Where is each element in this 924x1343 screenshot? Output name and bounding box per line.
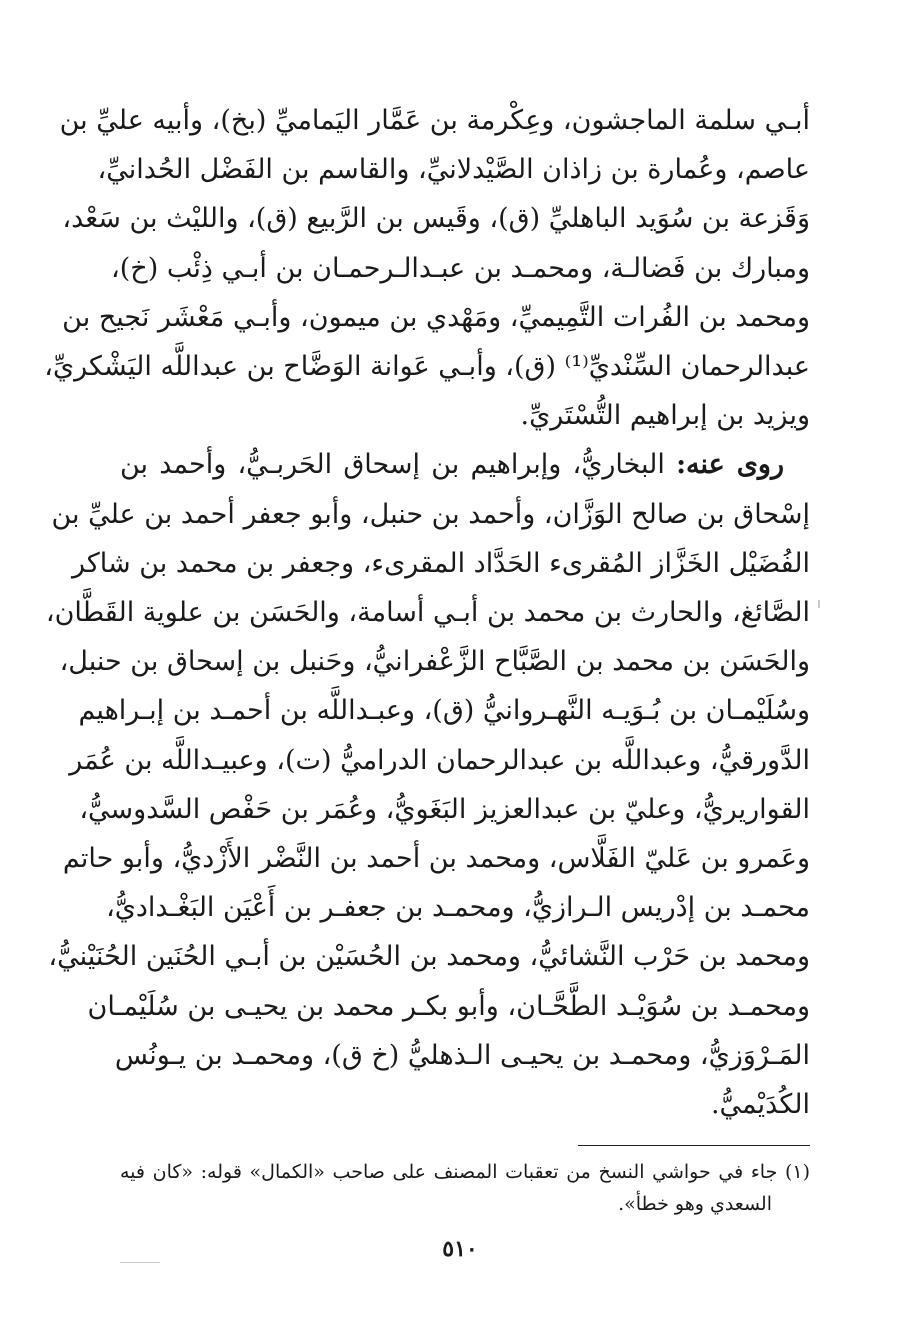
text-line: ومحمد بن الفُرات التَّمِيميِّ، ومَهْدي بن ميمون، وأبـي مَعْشَر نَجيح بن <box>62 301 810 333</box>
text-line: الدَّورقيُّ، وعبداللَّه بن عبدالرحمان الدراميُّ (ت)، وعبيـداللَّه بن عُمَر <box>69 744 810 776</box>
text-line: محمـد بن إدْريس الـرازيُّ، ومحمـد بن جعفـر بن أَعْيَن البَغْـداديُّ، <box>106 892 810 924</box>
text-line: الفُضَيْل الخَزَّاز المُقرىء الحَدَّاد المقرىء، وجعفر بن محمد بن شاكر <box>72 547 810 579</box>
students-paragraph <box>45 440 810 1129</box>
text-line: القواريريُّ، وعليّ بن عبدالعزيز البَغَويُّ، وعُمَر بن حَفْص السَّدوسيُّ، <box>79 793 810 825</box>
text-line: ومبارك بن فَضالـة، ومحمـد بن عبـدالـرحمـان بن أبـي ذِئْب (خ)، <box>111 252 810 284</box>
text-line: ومحمـد بن سُوَيْـد الطَّحَّـان، وأبو بكـر محمد بن يحيـى بن سُلَيْمـان <box>87 990 810 1022</box>
text-line: ومحمد بن حَرْب النَّشائيُّ، ومحمد بن الحُسَيْن بن أبـي الحُنَين الحُنَيْنيُّ، <box>48 941 810 973</box>
text-line-with-heading <box>120 440 810 489</box>
footnotes-block <box>120 1156 810 1220</box>
footnote-line: السعدي وهو خطأ». <box>618 1193 772 1215</box>
teachers-paragraph <box>44 96 810 440</box>
main-text-block <box>44 96 810 1129</box>
text-line: الكُدَيْميُّ. <box>710 1089 810 1121</box>
text-line: المَـرْوَزيُّ، ومحمـد بن يحيـى الـذهليُّ (خ ق)، ومحمـد بن يـونُس <box>114 1039 810 1071</box>
text-line: وسُلَيْمـان بن بُـوَيـه النَّهـروانيُّ (ق)، وعبـداللَّه بن أحمـد بن إبـراهيم <box>78 695 810 727</box>
text-line: والحَسَن بن محمد بن الصَّبَّاح الزَّعْفرانيُّ، وحَنبل بن إسحاق بن حنبل، <box>59 646 810 678</box>
students-heading: روى عنه: <box>676 449 784 481</box>
text-line: أبـي سلمة الماجشون، وعِكْرمة بن عَمَّار اليَماميِّ (بخ)، وأبيه عليِّ بن <box>59 105 810 136</box>
text-line: وعَمرو بن عَليّ الفَلَّاس، ومحمد بن أحمد بن النَّضْر الأَزْديُّ، وأبو حاتم <box>62 843 810 875</box>
text-segment: البخاريُّ، وإبراهيم بن إسحاق الحَربـيُّ، وأحمد بن <box>120 449 677 481</box>
page-number: ٥١٠ <box>442 1236 478 1262</box>
scan-speck <box>120 1262 160 1263</box>
text-line: إسْحاق بن صالح الوَزَّان، وأحمد بن حنبل، وأبو جعفر أحمد بن عليِّ بن <box>51 498 810 530</box>
scan-speck <box>818 600 820 608</box>
text-line: ويزيد بن إبراهيم التُّسْتَريِّ. <box>520 400 810 432</box>
footnote-line: (١) جاء في حواشي النسخ من تعقبات المصنف على صاحب «الكمال» قوله: «كان فيه <box>120 1161 810 1183</box>
text-line: الصَّائغ، والحارث بن محمد بن أبـي أسامة، والحَسَن بن علوية القَطَّان، <box>45 597 810 629</box>
footnote-separator <box>578 1145 810 1146</box>
text-line: عبدالرحمان السِّنْديِّ⁽¹⁾ (ق)، وأبـي عَوانة الوَضَّاح بن عبداللَّه اليَشْكريِّ، <box>44 351 810 383</box>
text-line: عاصم، وعُمارة بن زاذان الصَّيْدلانيِّ، والقاسم بن الفَضْل الحُدانيِّ، <box>97 154 810 186</box>
text-line: وَقَزعة بن سُوَيد الباهليِّ (ق)، وقَيس بن الرَّبيع (ق)، والليْث بن سَعْد، <box>62 203 810 235</box>
